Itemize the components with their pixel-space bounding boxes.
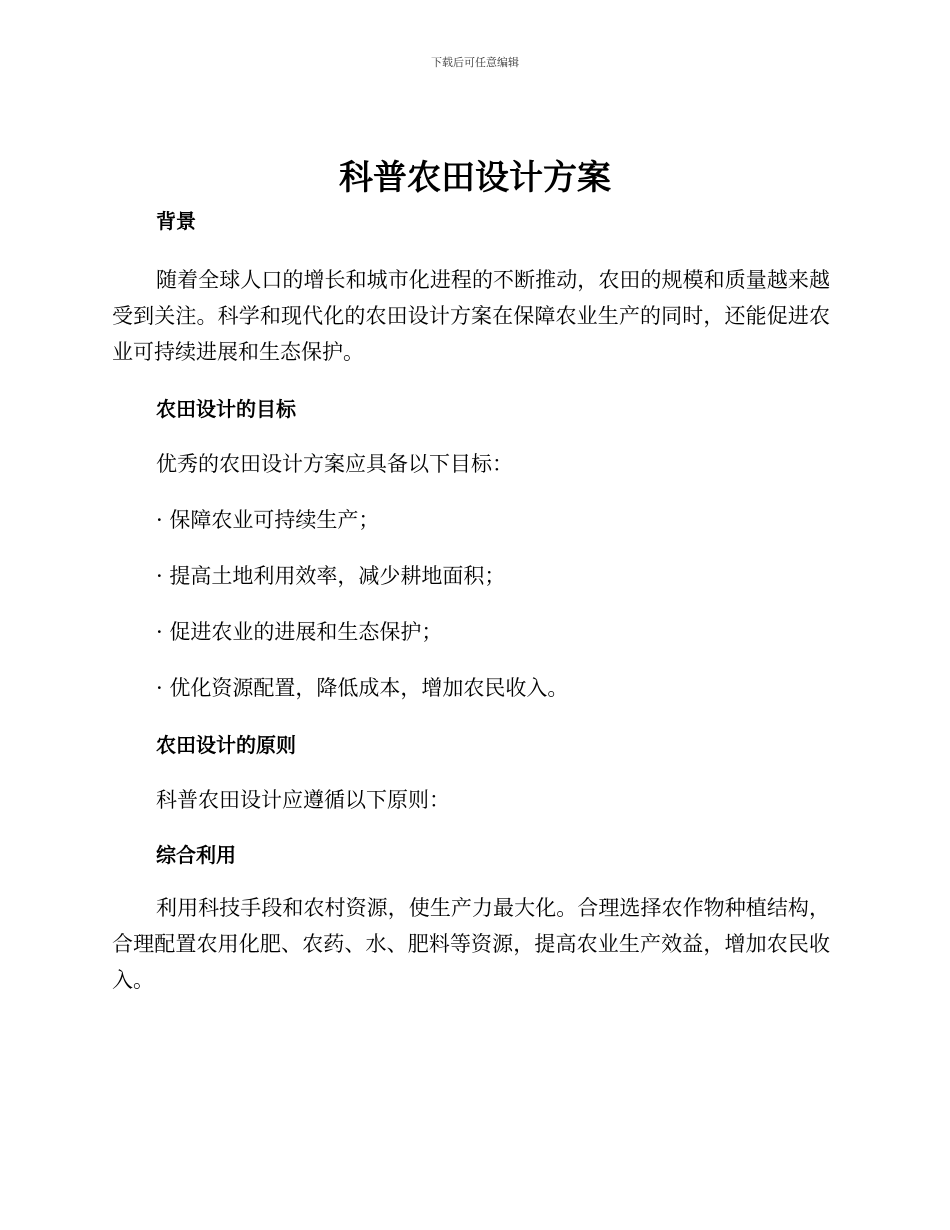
goal-item: · 保障农业可持续生产；: [156, 508, 380, 532]
goals-intro: 优秀的农田设计方案应具备以下目标：: [156, 452, 513, 476]
goal-item: · 促进农业的进展和生态保护；: [156, 620, 443, 644]
section-heading-comprehensive: 综合利用: [156, 843, 236, 867]
document-body: [112, 208, 830, 998]
section-heading-background: 背景: [156, 209, 196, 233]
section-heading-principles: 农田设计的原则: [156, 733, 296, 757]
principles-intro: 科普农田设计应遵循以下原则：: [156, 788, 450, 812]
goal-item: · 优化资源配置，降低成本，增加农民收入。: [156, 676, 569, 700]
goal-item: · 提高土地利用效率，减少耕地面积；: [156, 564, 506, 588]
background-paragraph: 随着全球人口的增长和城市化进程的不断推动，农田的规模和质量越来越受到关注。科学和现代化的农田设计方案在保障农业生产的同时，还能促进农业可持续进展和生态保护。: [112, 268, 830, 364]
header-note: 下载后可任意编辑: [431, 56, 519, 69]
page-title: 科普农田设计方案: [339, 158, 611, 198]
section-heading-goals: 农田设计的目标: [156, 397, 296, 421]
comprehensive-paragraph: 利用科技手段和农村资源，使生产力最大化。合理选择农作物种植结构，合理配置农用化肥、农药、水、肥料等资源，提高农业生产效益，增加农民收入。: [112, 896, 830, 992]
